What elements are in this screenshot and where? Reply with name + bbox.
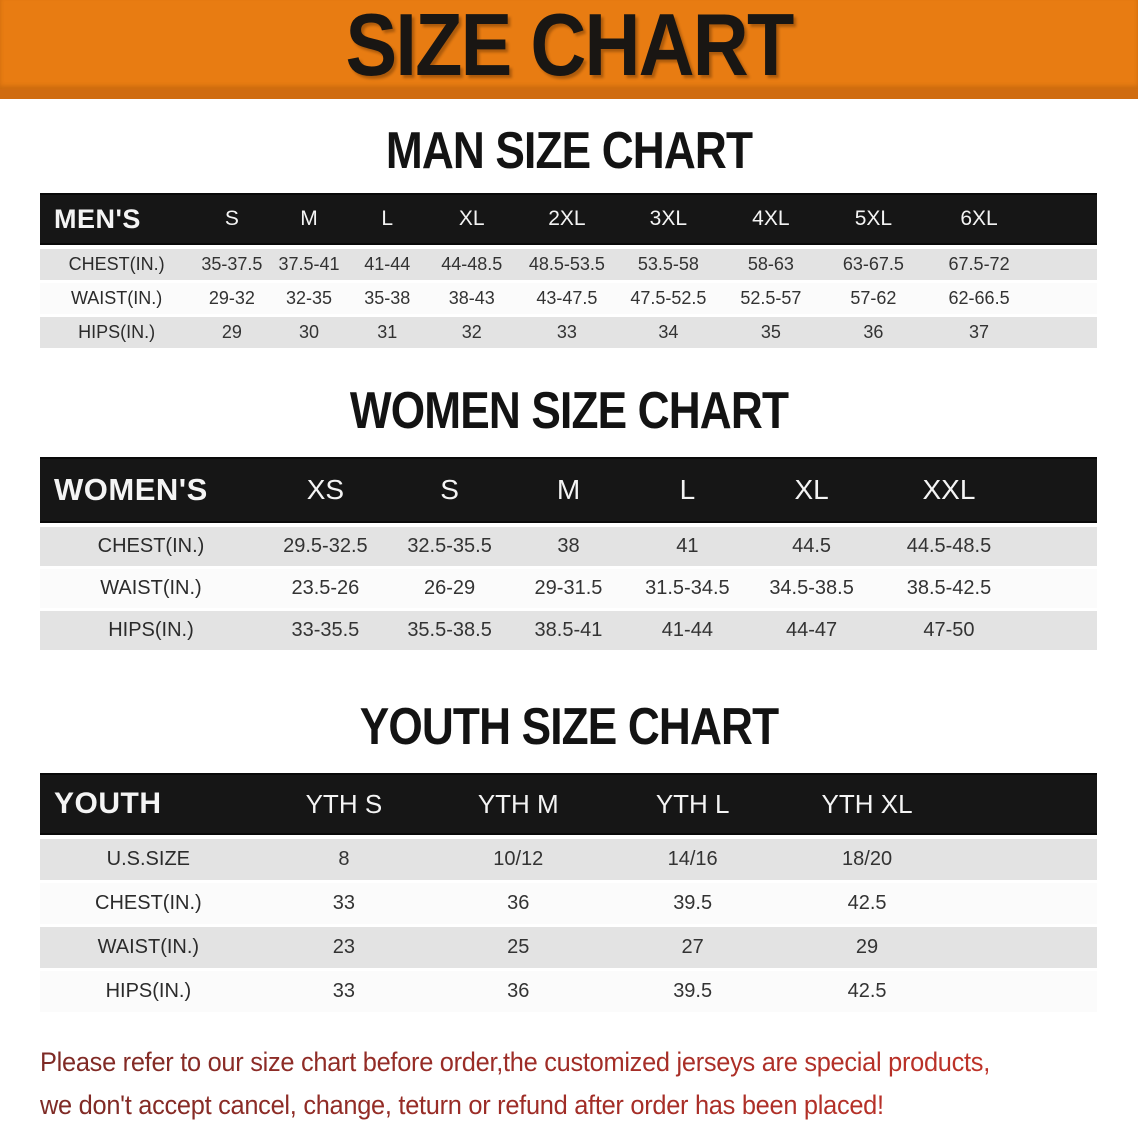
banner-title: SIZE CHART [345,0,793,94]
size-column-header: 6XL [925,193,1034,245]
youth-table-wrap [40,773,1097,1015]
disclaimer-line-1: Please refer to our size chart before order,the customized jerseys are special products, [40,1041,1072,1084]
size-value-cell: 14/16 [605,835,779,883]
size-value-cell: 42.5 [780,971,954,1015]
youth-group-label: YOUTH [40,773,257,835]
size-value-cell: 34 [617,317,720,351]
column-spacer [1034,317,1098,351]
size-column-header: YTH L [605,773,779,835]
size-value-cell: 23 [257,927,431,971]
size-value-cell: 44-47 [748,611,875,653]
men-table-wrap [40,193,1097,351]
size-header-row [40,457,1097,523]
column-spacer [1023,569,1097,611]
size-value-cell: 29 [193,317,270,351]
measurement-row-label: HIPS(IN.) [40,611,262,653]
section-heading-youth: YOUTH SIZE CHART [359,698,779,756]
size-value-cell: 38.5-41 [510,611,626,653]
size-value-cell: 35.5-38.5 [389,611,511,653]
disclaimer [40,1041,1138,1127]
size-value-cell: 44.5 [748,523,875,569]
women-group-label: WOMEN'S [40,457,262,523]
column-spacer [1034,283,1098,317]
size-value-cell: 42.5 [780,883,954,927]
table-row [40,245,1097,283]
size-value-cell: 25 [431,927,605,971]
table-row [40,971,1097,1015]
size-value-cell: 36 [822,317,925,351]
size-value-cell: 29 [780,927,954,971]
size-header-row [40,193,1097,245]
size-column-header: YTH S [257,773,431,835]
column-spacer [1023,457,1097,523]
measurement-row-label: CHEST(IN.) [40,245,193,283]
size-value-cell: 38-43 [427,283,517,317]
size-value-cell: 33-35.5 [262,611,389,653]
size-column-header: XL [427,193,517,245]
size-value-cell: 8 [257,835,431,883]
size-value-cell: 58-63 [720,245,823,283]
size-value-cell: 32.5-35.5 [389,523,511,569]
table-row [40,883,1097,927]
section-youth-size-chart [0,698,1138,1015]
size-value-cell: 31.5-34.5 [627,569,749,611]
size-value-cell: 43-47.5 [517,283,617,317]
size-value-cell: 33 [257,971,431,1015]
size-value-cell: 30 [270,317,347,351]
table-row [40,317,1097,351]
section-man-size-chart [0,122,1138,351]
measurement-row-label: WAIST(IN.) [40,927,257,971]
women-size-table [40,457,1097,653]
measurement-row-label: HIPS(IN.) [40,317,193,351]
size-column-header: YTH M [431,773,605,835]
column-spacer [1034,245,1098,283]
size-column-header: S [193,193,270,245]
size-column-header: 3XL [617,193,720,245]
measurement-row-label: WAIST(IN.) [40,569,262,611]
size-value-cell: 67.5-72 [925,245,1034,283]
size-value-cell: 44-48.5 [427,245,517,283]
size-value-cell: 23.5-26 [262,569,389,611]
size-value-cell: 10/12 [431,835,605,883]
size-value-cell: 41-44 [348,245,427,283]
size-value-cell: 39.5 [605,883,779,927]
size-value-cell: 47.5-52.5 [617,283,720,317]
disclaimer-line-2: we don't accept cancel, change, teturn or refund after order has been placed! [40,1084,1072,1127]
size-value-cell: 47-50 [875,611,1023,653]
size-value-cell: 41 [627,523,749,569]
size-value-cell: 38.5-42.5 [875,569,1023,611]
column-spacer [1034,193,1098,245]
section-women-size-chart [0,382,1138,653]
size-column-header: 5XL [822,193,925,245]
size-column-header: YTH XL [780,773,954,835]
size-value-cell: 36 [431,883,605,927]
measurement-row-label: WAIST(IN.) [40,283,193,317]
size-value-cell: 26-29 [389,569,511,611]
men-group-label: MEN'S [40,193,193,245]
table-row [40,927,1097,971]
table-row [40,283,1097,317]
column-spacer [1023,611,1097,653]
size-column-header: 2XL [517,193,617,245]
size-value-cell: 34.5-38.5 [748,569,875,611]
column-spacer [1023,523,1097,569]
size-value-cell: 35-38 [348,283,427,317]
column-spacer [954,835,1097,883]
table-row [40,835,1097,883]
size-value-cell: 37.5-41 [270,245,347,283]
column-spacer [954,883,1097,927]
section-heading-women: WOMEN SIZE CHART [349,382,789,440]
measurement-row-label: U.S.SIZE [40,835,257,883]
size-column-header: XS [262,457,389,523]
size-column-header: L [627,457,749,523]
size-header-row [40,773,1097,835]
men-size-table [40,193,1097,351]
measurement-row-label: CHEST(IN.) [40,523,262,569]
size-column-header: XXL [875,457,1023,523]
size-value-cell: 29-32 [193,283,270,317]
size-value-cell: 48.5-53.5 [517,245,617,283]
size-value-cell: 33 [517,317,617,351]
size-column-header: S [389,457,511,523]
size-value-cell: 29.5-32.5 [262,523,389,569]
size-column-header: XL [748,457,875,523]
column-spacer [954,971,1097,1015]
size-value-cell: 41-44 [627,611,749,653]
size-value-cell: 18/20 [780,835,954,883]
size-column-header: 4XL [720,193,823,245]
size-value-cell: 38 [510,523,626,569]
section-heading-men: MAN SIZE CHART [385,122,753,180]
size-value-cell: 57-62 [822,283,925,317]
size-value-cell: 62-66.5 [925,283,1034,317]
size-value-cell: 37 [925,317,1034,351]
size-column-header: M [270,193,347,245]
women-table-wrap [40,457,1097,653]
size-value-cell: 39.5 [605,971,779,1015]
size-column-header: M [510,457,626,523]
size-value-cell: 31 [348,317,427,351]
youth-size-table [40,773,1097,1015]
column-spacer [954,927,1097,971]
size-value-cell: 33 [257,883,431,927]
size-value-cell: 27 [605,927,779,971]
table-row [40,611,1097,653]
size-value-cell: 32-35 [270,283,347,317]
size-value-cell: 63-67.5 [822,245,925,283]
size-value-cell: 29-31.5 [510,569,626,611]
table-row [40,569,1097,611]
size-value-cell: 36 [431,971,605,1015]
size-value-cell: 44.5-48.5 [875,523,1023,569]
measurement-row-label: HIPS(IN.) [40,971,257,1015]
table-row [40,523,1097,569]
size-value-cell: 35-37.5 [193,245,270,283]
column-spacer [954,773,1097,835]
banner [0,0,1138,99]
size-value-cell: 32 [427,317,517,351]
size-value-cell: 52.5-57 [720,283,823,317]
size-column-header: L [348,193,427,245]
size-value-cell: 53.5-58 [617,245,720,283]
size-value-cell: 35 [720,317,823,351]
size-chart-sections [0,122,1138,1015]
measurement-row-label: CHEST(IN.) [40,883,257,927]
